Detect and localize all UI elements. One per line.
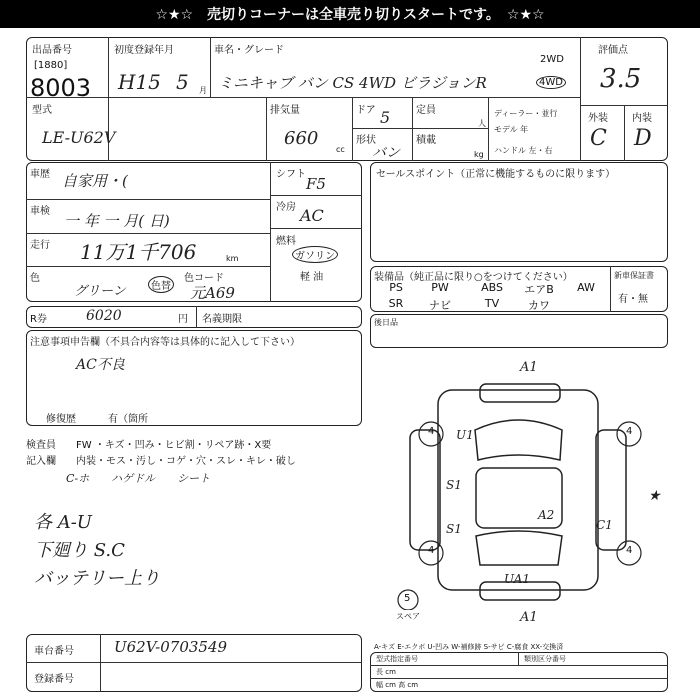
inspector-label1: 検査員 xyxy=(26,440,56,451)
sales-label: セールスポイント（正常に機能するものに限ります） xyxy=(376,169,616,180)
spec-r3: 幅 cm 高 cm xyxy=(376,681,419,689)
spec-r2: 長 cm xyxy=(376,668,396,676)
history-label: 車歴 xyxy=(30,169,50,180)
equip-new-value: 有・無 xyxy=(618,294,648,305)
shape-value: バン xyxy=(372,145,400,161)
equip-pw: PW xyxy=(431,281,449,294)
load-unit: kg xyxy=(474,150,484,159)
ac-value: AC xyxy=(300,206,324,225)
after-box xyxy=(370,314,668,348)
load-label: 積載 xyxy=(416,135,436,146)
disp-unit: cc xyxy=(336,145,345,154)
mark-star: ★ xyxy=(648,488,661,504)
equip-abs: ABS xyxy=(481,281,503,294)
shift-label: シフト xyxy=(276,169,306,180)
notes-label: 注意事項申告欄（不具合内容等は具体的に記入して下さい） xyxy=(30,337,300,348)
drive-2wd: 2WD xyxy=(540,54,564,65)
mark-c1: C1 xyxy=(596,518,613,532)
repair-value: 有（箇所 xyxy=(108,414,148,425)
equip-sr: SR xyxy=(388,297,404,310)
dealer-label: ディーラー・並行 xyxy=(494,109,558,118)
recycle-value: 6020 xyxy=(86,308,122,324)
top-banner: ☆★☆ 売切りコーナーは全車売り切りスタートです。 ☆★☆ xyxy=(0,0,700,28)
inspector-row2: 内装・モス・汚し・コゲ・穴・スレ・キレ・破し xyxy=(76,456,296,467)
model-label: 型式 xyxy=(32,105,52,116)
inspector-label2: 記入欄 xyxy=(26,456,56,467)
remark-3: バッテリー上り xyxy=(34,568,160,589)
shaken-label: 車検 xyxy=(30,206,50,217)
handle-label: ハンドル 左・右 xyxy=(494,146,553,155)
mark-s1b: S1 xyxy=(446,522,462,536)
fuel-label: 燃料 xyxy=(276,236,296,247)
door-label: ドア xyxy=(356,105,376,116)
name-value: ミニキャブ バン CS 4WD ビラジョンR xyxy=(218,74,487,92)
history-value: 自家用・( xyxy=(62,172,128,190)
reg-number-label: 登録番号 xyxy=(34,674,74,685)
after-label: 後日品 xyxy=(374,318,398,327)
name-label: 車名・グレード xyxy=(214,45,284,56)
drive-4wd: 4WD xyxy=(536,76,566,89)
mileage-unit: km xyxy=(226,254,239,263)
reg-month: 5 xyxy=(176,70,189,94)
equip-label: 装備品（純正品に限り○をつけてください） xyxy=(374,272,573,283)
equip-ps: PS xyxy=(389,281,403,294)
color-label: 色 xyxy=(30,273,40,284)
fuel-diesel: 軽 油 xyxy=(300,272,324,283)
repair-label: 修復歴 xyxy=(46,414,76,425)
remark-1: 各 A-U xyxy=(34,512,92,533)
equip-airbag: エアB xyxy=(524,283,554,296)
ac-label: 冷房 xyxy=(276,202,296,213)
mark-ua1: UA1 xyxy=(504,572,531,586)
disp-value: 660 xyxy=(284,128,319,149)
int-value: D xyxy=(634,126,652,151)
spec-c1: 型式指定番号 xyxy=(376,655,418,663)
equip-aw: AW xyxy=(577,281,595,294)
notes-value: AC不良 xyxy=(76,357,125,373)
color-code: 元A69 xyxy=(190,284,235,302)
tire-rl: 4 xyxy=(428,545,435,556)
inspector-marks: C-ホ ハゲドル シート xyxy=(66,472,211,485)
mark-s1a: S1 xyxy=(446,478,462,492)
lot-sub: [1880] xyxy=(34,60,68,71)
cap-unit: 人 xyxy=(478,119,486,128)
color-change: 色替 xyxy=(148,276,174,293)
reg-label: 初度登録年月 xyxy=(114,45,174,56)
recycle-unit: 円 xyxy=(178,314,188,325)
equip-navi: ナビ xyxy=(429,299,451,312)
ext-value: C xyxy=(590,126,607,151)
mark-a1-bottom: A1 xyxy=(520,610,538,625)
recycle-label: R券 xyxy=(30,314,47,325)
score-label: 評価点 xyxy=(598,45,628,56)
model-year-label: モデル 年 xyxy=(494,125,529,134)
tire-fr: 4 xyxy=(626,426,633,437)
damage-legend: A-キズ E-エクボ U-凹み W-補修跡 S-サビ C-腐食 XX-交換済 xyxy=(374,643,564,651)
ext-label: 外装 xyxy=(588,113,608,124)
color-value: グリーン xyxy=(74,284,126,299)
mileage-label: 走行 xyxy=(30,240,50,251)
cap-label: 定員 xyxy=(416,105,436,116)
remark-2: 下廻り S.C xyxy=(34,540,125,561)
mark-u1: U1 xyxy=(456,428,474,442)
inspector-row1: FW ・キズ・凹み・ヒビ割・リペア跡・X要 xyxy=(76,440,272,451)
lot-number: 8003 xyxy=(30,74,92,102)
lot-label: 出品番号 xyxy=(32,45,72,56)
chassis-label: 車台番号 xyxy=(34,646,74,657)
spec-c2: 類別区分番号 xyxy=(524,655,566,663)
equip-tv: TV xyxy=(484,297,500,310)
recycle-box xyxy=(26,306,362,328)
score-value: 3.5 xyxy=(600,64,642,94)
fuel-gas: ガソリン xyxy=(292,246,338,263)
tire-rr: 4 xyxy=(626,545,633,556)
reg-year: H15 xyxy=(118,70,161,94)
shift-value: F5 xyxy=(306,175,326,193)
int-label: 内装 xyxy=(632,113,652,124)
mark-a2: A2 xyxy=(538,508,555,522)
name-expiry-label: 名義期限 xyxy=(202,314,242,325)
disp-label: 排気量 xyxy=(270,105,300,116)
shaken-value: 一 年 一 月( 日) xyxy=(64,212,170,230)
spare-label: スペア xyxy=(396,612,420,621)
chassis-value: U62V-0703549 xyxy=(114,638,228,656)
color-code-label: 色コード xyxy=(184,273,224,284)
equip-new-label: 新車保証書 xyxy=(614,271,654,280)
model-value: LE-U62V xyxy=(42,128,116,147)
mileage-value: 11万1千706 xyxy=(80,240,197,264)
spare-value: 5 xyxy=(404,593,411,604)
tire-fl: 4 xyxy=(428,426,435,437)
reg-unit: 月 xyxy=(199,86,207,95)
equip-leather: カワ xyxy=(528,299,550,312)
door-value: 5 xyxy=(380,108,391,127)
shape-label: 形状 xyxy=(356,135,376,146)
mark-a1-top: A1 xyxy=(520,360,538,375)
